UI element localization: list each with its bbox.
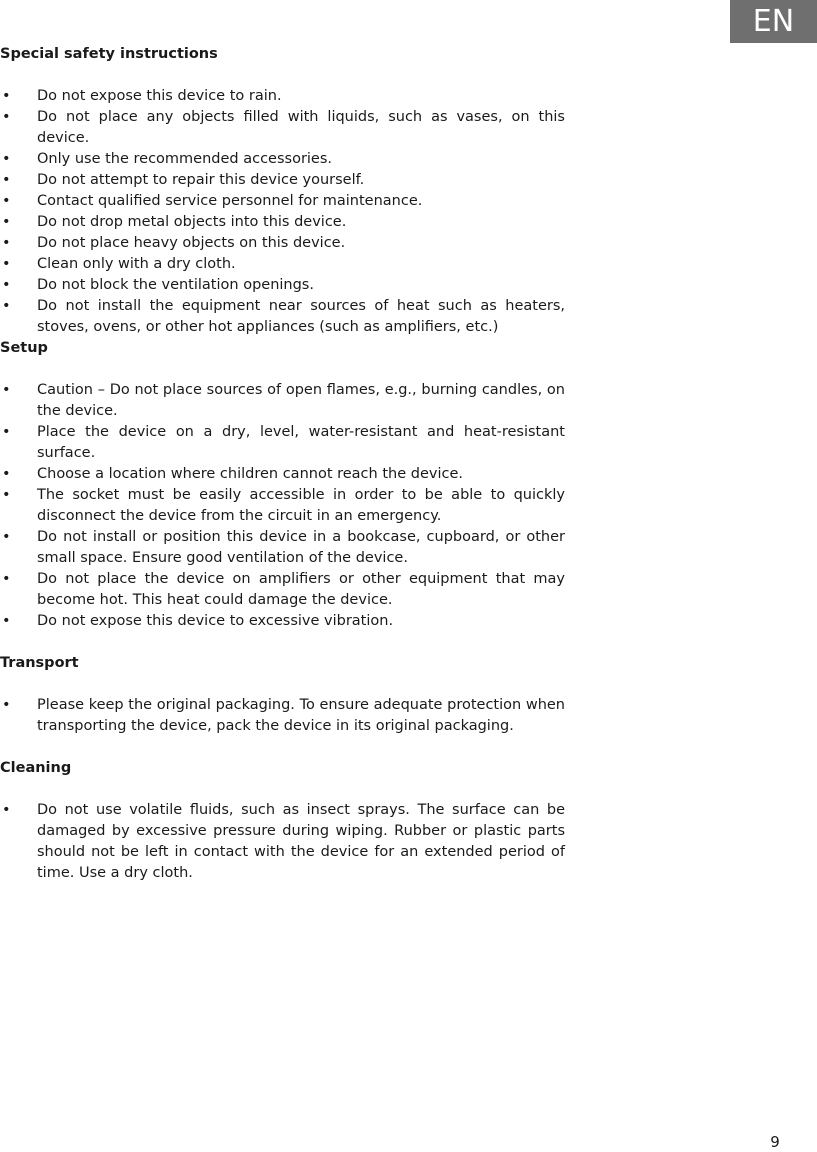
bullet-icon: • bbox=[2, 382, 11, 398]
transport-list bbox=[0, 695, 565, 737]
page-number: 9 bbox=[770, 1133, 780, 1151]
spacer bbox=[0, 779, 565, 800]
safety-item-text: Do not place any objects filled with liquids, such as vases, on this device. bbox=[37, 109, 565, 146]
bullet-icon: • bbox=[2, 487, 11, 503]
spacer bbox=[0, 632, 565, 653]
setup-item-text: Do not install or position this device in a bookcase, cupboard, or other small space. Ensure good ventilation of the device. bbox=[37, 529, 565, 566]
spacer bbox=[0, 359, 565, 380]
cleaning-heading: Cleaning bbox=[0, 760, 72, 776]
bullet-icon: • bbox=[2, 802, 11, 818]
safety-item bbox=[0, 275, 565, 296]
bullet-icon: • bbox=[2, 88, 11, 104]
bullet-icon: • bbox=[2, 298, 11, 314]
setup-list bbox=[0, 380, 565, 632]
cleaning-list bbox=[0, 800, 565, 884]
safety-item bbox=[0, 170, 565, 191]
safety-item bbox=[0, 254, 565, 275]
safety-item-text: Clean only with a dry cloth. bbox=[37, 256, 236, 272]
spacer bbox=[0, 674, 565, 695]
setup-item-text: Do not place the device on amplifiers or other equipment that may become hot. This heat could damage the device. bbox=[37, 571, 565, 608]
setup-item bbox=[0, 422, 565, 464]
transport-heading: Transport bbox=[0, 655, 79, 671]
transport-item-text: Please keep the original packaging. To ensure adequate protection when transporting the device, pack the device in its original packaging. bbox=[37, 697, 565, 734]
safety-item-text: Do not block the ventilation openings. bbox=[37, 277, 314, 293]
setup-item bbox=[0, 464, 565, 485]
bullet-icon: • bbox=[2, 214, 11, 230]
bullet-icon: • bbox=[2, 172, 11, 188]
bullet-icon: • bbox=[2, 424, 11, 440]
safety-heading: Special safety instructions bbox=[0, 46, 218, 62]
setup-item-text: The socket must be easily accessible in order to be able to quickly disconnect the device from the circuit in an emergency. bbox=[37, 487, 565, 524]
bullet-icon: • bbox=[2, 277, 11, 293]
bullet-icon: • bbox=[2, 529, 11, 545]
safety-item-text: Do not install the equipment near sources of heat such as heaters, stoves, ovens, or other hot appliances (such as amplifiers, etc.) bbox=[37, 298, 565, 335]
bullet-icon: • bbox=[2, 256, 11, 272]
safety-item-text: Do not expose this device to rain. bbox=[37, 88, 282, 104]
safety-item bbox=[0, 296, 565, 338]
safety-item-text: Only use the recommended accessories. bbox=[37, 151, 333, 167]
setup-item-text: Choose a location where children cannot reach the device. bbox=[37, 466, 463, 482]
setup-item bbox=[0, 527, 565, 569]
bullet-icon: • bbox=[2, 151, 11, 167]
bullet-icon: • bbox=[2, 193, 11, 209]
spacer bbox=[0, 65, 565, 86]
setup-heading: Setup bbox=[0, 340, 48, 356]
setup-item-text: Caution – Do not place sources of open flames, e.g., burning candles, on the device. bbox=[37, 382, 565, 419]
safety-item-text: Do not attempt to repair this device yourself. bbox=[37, 172, 365, 188]
setup-item bbox=[0, 485, 565, 527]
setup-item bbox=[0, 611, 565, 632]
cleaning-item-text: Do not use volatile fluids, such as insect sprays. The surface can be damaged by excessive pressure during wiping. Rubber or plastic parts should not be left in contact with the device for an extended period of time. Use a dry cloth. bbox=[37, 802, 565, 881]
bullet-icon: • bbox=[2, 571, 11, 587]
bullet-icon: • bbox=[2, 235, 11, 251]
bullet-icon: • bbox=[2, 697, 11, 713]
safety-item bbox=[0, 212, 565, 233]
safety-item bbox=[0, 149, 565, 170]
safety-item bbox=[0, 86, 565, 107]
safety-list bbox=[0, 86, 565, 338]
safety-item-text: Do not place heavy objects on this device. bbox=[37, 235, 346, 251]
language-tab: EN bbox=[730, 0, 817, 43]
bullet-icon: • bbox=[2, 613, 11, 629]
safety-item bbox=[0, 191, 565, 212]
bullet-icon: • bbox=[2, 109, 11, 125]
safety-item-text: Do not drop metal objects into this device. bbox=[37, 214, 347, 230]
setup-item bbox=[0, 569, 565, 611]
transport-item bbox=[0, 695, 565, 737]
safety-item bbox=[0, 107, 565, 149]
setup-item-text: Place the device on a dry, level, water-resistant and heat-resistant surface. bbox=[37, 424, 565, 461]
document-content bbox=[0, 44, 565, 884]
bullet-icon: • bbox=[2, 466, 11, 482]
spacer bbox=[0, 737, 565, 758]
safety-item bbox=[0, 233, 565, 254]
safety-item-text: Contact qualified service personnel for maintenance. bbox=[37, 193, 423, 209]
cleaning-item bbox=[0, 800, 565, 884]
setup-item bbox=[0, 380, 565, 422]
setup-item-text: Do not expose this device to excessive vibration. bbox=[37, 613, 394, 629]
